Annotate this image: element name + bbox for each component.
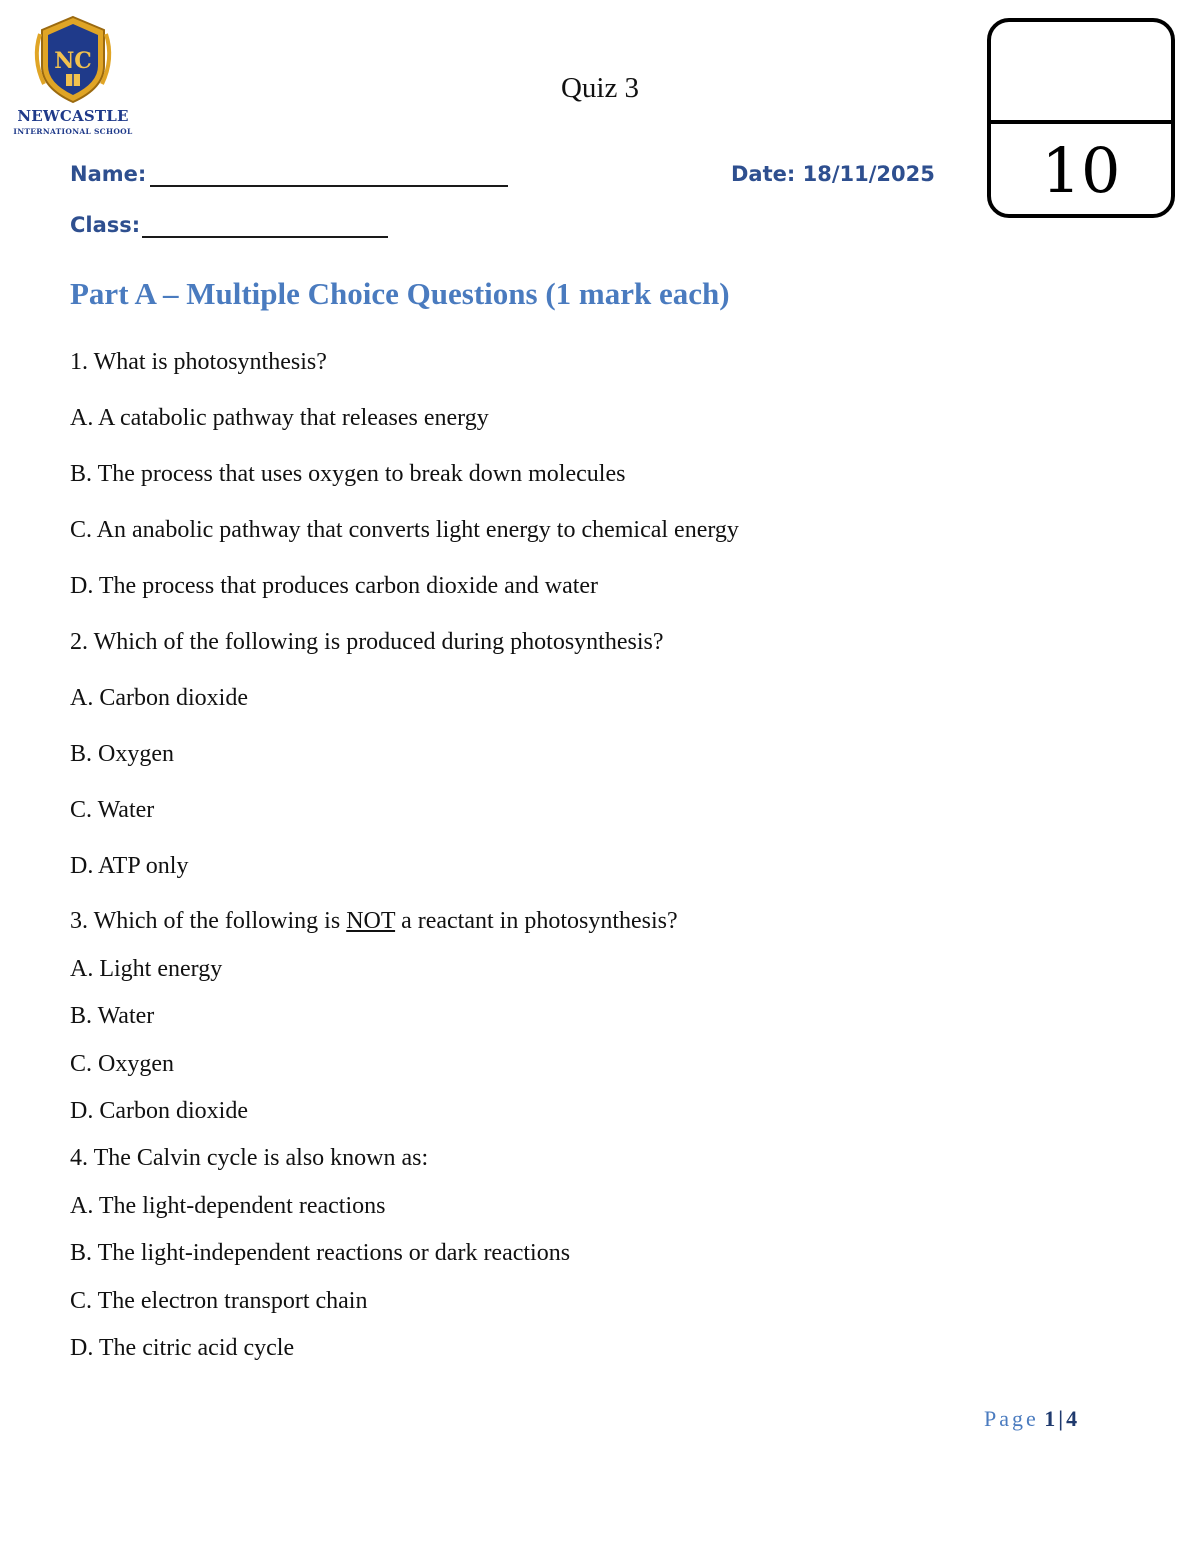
answer-option: C. Oxygen — [70, 1051, 174, 1077]
svg-text:NC: NC — [54, 48, 92, 74]
answer-option: A. Light energy — [70, 956, 223, 982]
answer-option: D. Carbon dioxide — [70, 1098, 248, 1124]
question-prompt: 1. What is photosynthesis? — [70, 349, 327, 375]
page-separator: | — [1058, 1406, 1064, 1431]
page-word: Page — [984, 1406, 1039, 1431]
prompt-end: a reactant in photosynthesis? — [395, 908, 678, 934]
answer-option: A. A catabolic pathway that releases energy — [70, 405, 489, 431]
answer-option: B. The light-independent reactions or dark reactions — [70, 1240, 571, 1266]
prompt-start: 3. Which of the following is — [70, 908, 347, 934]
name-blank-line[interactable] — [150, 185, 508, 187]
answer-option: B. The process that uses oxygen to break down molecules — [70, 461, 626, 487]
answer-option: C. Water — [70, 797, 155, 823]
school-name: NEWCASTLE — [17, 107, 129, 125]
answer-option: B. Water — [70, 1003, 155, 1029]
class-label: Class: — [70, 213, 141, 237]
page-current: 1 — [1044, 1406, 1056, 1431]
answer-option: A. Carbon dioxide — [70, 685, 248, 711]
score-box — [987, 18, 1175, 218]
section-heading: Part A – Multiple Choice Questions (1 mark each) — [70, 276, 730, 311]
question-prompt — [70, 906, 678, 936]
answer-option: C. An anabolic pathway that converts light energy to chemical energy — [70, 517, 739, 543]
question-prompt: 2. Which of the following is produced during photosynthesis? — [70, 629, 664, 655]
score-total: 10 — [1041, 134, 1121, 207]
answer-option: C. The electron transport chain — [70, 1288, 368, 1314]
question-prompt: 4. The Calvin cycle is also known as: — [70, 1145, 429, 1171]
answer-option: D. The citric acid cycle — [70, 1335, 295, 1361]
school-subtitle: INTERNATIONAL SCHOOL — [13, 127, 133, 136]
answer-option: D. The process that produces carbon dioxide and water — [70, 573, 599, 599]
quiz-title: Quiz 3 — [560, 72, 640, 104]
answer-option: A. The light-dependent reactions — [70, 1193, 386, 1219]
class-blank-line[interactable] — [142, 236, 388, 238]
date-label: Date: 18/11/2025 — [731, 162, 935, 186]
score-divider — [991, 120, 1171, 124]
prompt-emphasis: NOT — [346, 908, 396, 934]
page-number — [984, 1406, 1077, 1432]
answer-option: D. ATP only — [70, 853, 189, 879]
page-total: 4 — [1066, 1406, 1078, 1431]
answer-option: B. Oxygen — [70, 741, 174, 767]
name-label: Name: — [70, 162, 147, 186]
